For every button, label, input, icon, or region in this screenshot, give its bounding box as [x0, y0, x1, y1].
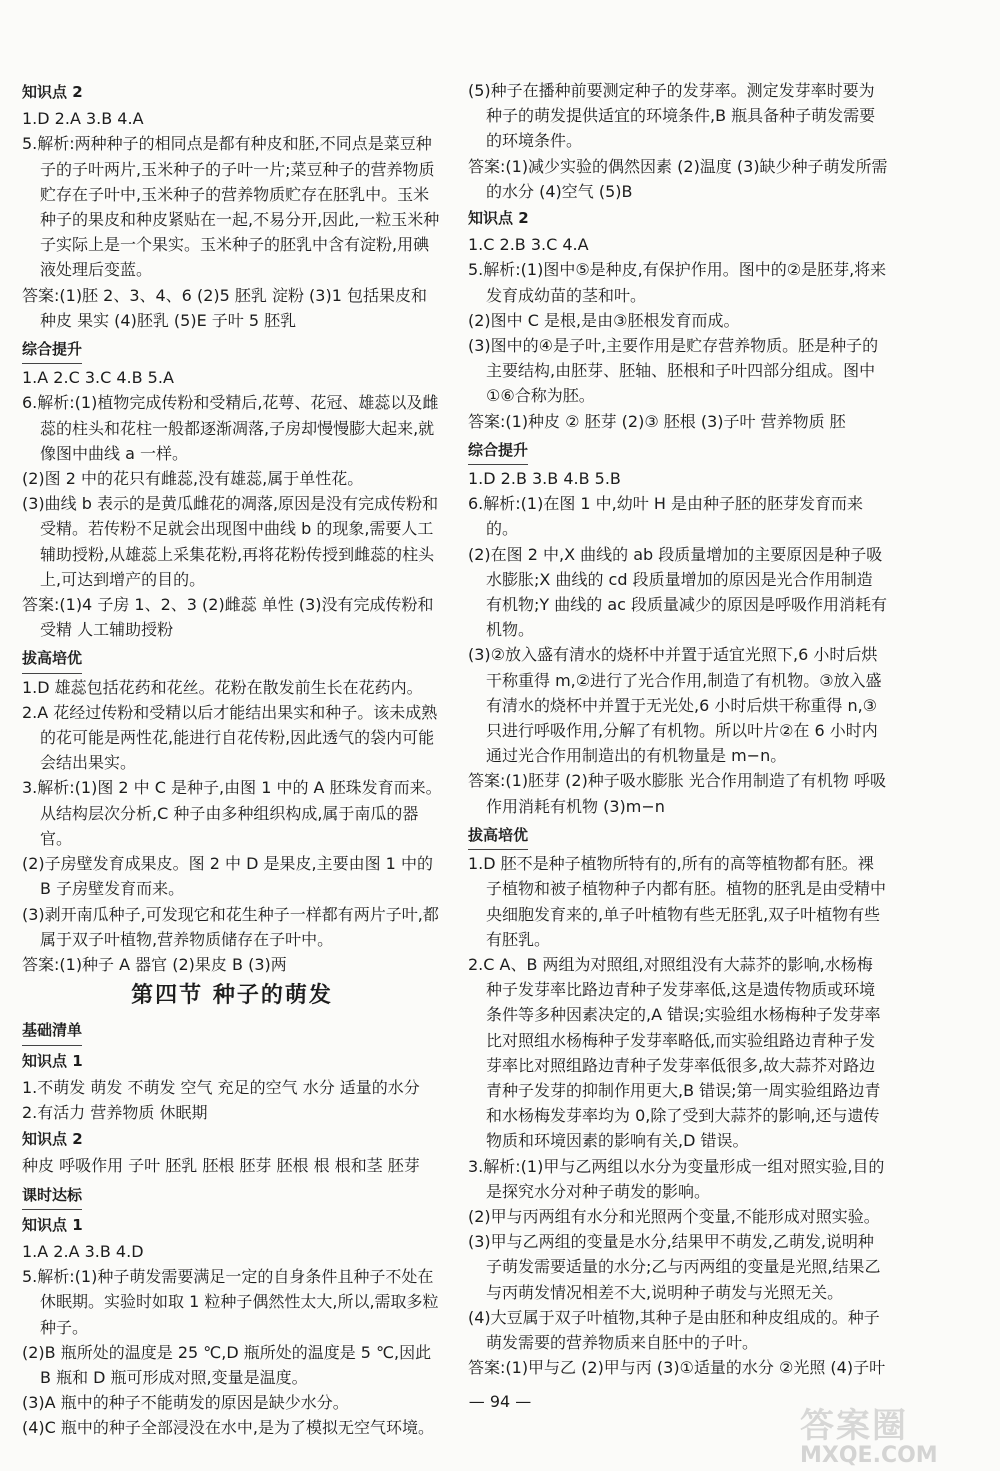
answer-text: 答案:(1)种子 A 器官 (2)果皮 B (3)两 — [22, 954, 287, 974]
answer-text: 2.C A、B 两组为对照组,对照组没有大蒜芥的影响,水杨梅种子发芽率比路边青种子发芽率低,这是遗传物质或环境条件等多种因素决定的,A 错误;实验组水杨梅种子发芽率比对照组水杨梅种子发芽率略低,而实验组路边青种子发芽率比对照组路边青种子发芽率低很多,故大蒜芥对路边青种子发芽的抑制作用更大,B 错误;第一周实验组路边青和水杨梅发芽率均为 0,除了受到大蒜芥的影响,还与遗传物质和环境因素的影响有关,D 错误。 — [468, 954, 881, 1151]
answer-text: 1.D 2.A 3.B 4.A — [22, 109, 144, 129]
section-heading-underlined: 拔高培优 — [468, 823, 528, 850]
section-heading-underlined: 拔高培优 — [22, 646, 82, 673]
answer-text: 5.解析:(1)图中⑤是种皮,有保护作用。图中的②是胚芽,将来发育成幼苗的茎和叶。 — [468, 260, 887, 305]
answer-text: (3)曲线 b 表示的是黄瓜雌花的凋落,原因是没有完成传粉和受精。若传粉不足就会出现图中曲线 b 的现象,需要人工辅助授粉,从雄蕊上采集花粉,再将花粉传授到雌蕊的柱头上,可达到增产的目的。 — [22, 494, 439, 589]
section-heading-underlined: 综合提升 — [22, 337, 82, 364]
section-heading: 知识点 2 — [22, 1130, 83, 1149]
answer-text: 1.D 雄蕊包括花药和花丝。花粉在散发前生长在花药内。 — [22, 677, 423, 697]
watermark-logo: 答案圈 — [800, 1406, 908, 1446]
section-heading-underlined: 课时达标 — [22, 1183, 82, 1210]
answer-text: (5)种子在播种前要测定种子的发芽率。测定发芽率时要为种子的萌发提供适宜的环境条件,B 瓶具备种子萌发需要的环境条件。 — [468, 81, 876, 151]
answer-text: 6.解析:(1)在图 1 中,幼叶 H 是由种子胚的胚芽发育而来的。 — [468, 494, 863, 539]
answer-text: (2)在图 2 中,X 曲线的 ab 段质量增加的主要原因是种子吸水膨胀;X 曲线的 cd 段质量增加的原因是光合作用制造有机物;Y 曲线的 ac 段质量减少的原因是呼吸作用消耗有机物。 — [468, 544, 888, 640]
answer-text: (4)C 瓶中的种子全部浸没在水中,是为了模拟无空气环境。 — [22, 1418, 435, 1438]
watermark — [800, 1398, 990, 1466]
answer-text: (3)A 瓶中的种子不能萌发的原因是缺少水分。 — [22, 1393, 349, 1413]
watermark-site: MXQE.COM — [800, 1443, 938, 1468]
section-heading: 知识点 2 — [468, 209, 529, 228]
section-heading-underlined: 基础清单 — [22, 1018, 82, 1045]
answer-text: 3.解析:(1)甲与乙两组以水分为变量形成一组对照实验,目的是探究水分对种子萌发的影响。 — [468, 1156, 885, 1201]
answer-text: (3)图中的④是子叶,主要作用是贮存营养物质。胚是种子的主要结构,由胚芽、胚轴、胚根和子叶四部分组成。图中①⑥合称为胚。 — [468, 336, 879, 406]
answer-text: 3.解析:(1)图 2 中 C 是种子,由图 1 中的 A 胚珠发育而来。从结构层次分析,C 种子由多种组织构成,属于南瓜的器官。 — [22, 778, 442, 848]
answer-text: 1.A 2.C 3.C 4.B 5.A — [22, 368, 174, 388]
answer-text: 1.D 2.B 3.B 4.B 5.B — [468, 469, 621, 489]
answer-text: 答案:(1)减少实验的偶然因素 (2)温度 (3)缺少种子萌发所需的水分 (4)空气 (5)B — [468, 156, 888, 201]
answer-text: 答案:(1)甲与乙 (2)甲与丙 (3)①适量的水分 ②光照 (4)子叶 — [468, 1358, 886, 1378]
answer-text: 5.解析:两种种子的相同点是都有种皮和胚,不同点是菜豆种子的子叶两片,玉米种子的子叶一片;菜豆种子的营养物质贮存在子叶中,玉米种子的营养物质贮存在胚乳中。玉米种子的果皮和种皮紧贴在一起,不易分开,因此,一粒玉米种子实际上是一个果实。玉米种子的胚乳中含有淀粉,用碘液处理后变蓝。 — [22, 134, 440, 280]
answer-text: (2)甲与丙两组有水分和光照两个变量,不能形成对照实验。 — [468, 1206, 880, 1226]
answer-text: 答案:(1)胚 2、3、4、6 (2)5 胚乳 淀粉 (3)1 包括果皮和种皮 果实 (4)胚乳 (5)E 子叶 5 胚乳 — [22, 285, 427, 330]
section-heading: 知识点 1 — [22, 1051, 83, 1070]
answer-text: (2)子房壁发育成果皮。图 2 中 D 是果皮,主要由图 1 中的 B 子房壁发育而来。 — [22, 854, 433, 899]
answer-text: 答案:(1)4 子房 1、2、3 (2)雌蕊 单性 (3)没有完成传粉和受精 人工辅助授粉 — [22, 595, 434, 640]
answer-text: 1.D 胚不是种子植物所特有的,所有的高等植物都有胚。裸子植物和被子植物种子内都有胚。植物的胚乳是由受精中央细胞发育来的,单子叶植物有些无胚乳,双子叶植物有些有胚乳。 — [468, 854, 887, 949]
answer-text: 答案:(1)种皮 ② 胚芽 (2)③ 胚根 (3)子叶 营养物质 胚 — [468, 411, 846, 431]
answer-text: 5.解析:(1)种子萌发需要满足一定的自身条件且种子不处在休眠期。实验时如取 1 粒种子偶然性太大,所以,需取多粒种子。 — [22, 1267, 439, 1337]
section-heading-underlined: 综合提升 — [468, 438, 528, 465]
left-column — [22, 78, 442, 1441]
right-column — [468, 78, 888, 1380]
answer-text: (4)大豆属于双子叶植物,其种子是由胚和种皮组成的。种子萌发需要的营养物质来自胚中的子叶。 — [468, 1307, 880, 1352]
answer-text: 答案:(1)胚芽 (2)种子吸水膨胀 光合作用制造了有机物 呼吸作用消耗有机物 (3)m−n — [468, 771, 886, 816]
answer-text: 1.不萌发 萌发 不萌发 空气 充足的空气 水分 适量的水分 — [22, 1077, 420, 1097]
answer-text: (2)图 2 中的花只有雌蕊,没有雄蕊,属于单性花。 — [22, 469, 364, 489]
answer-text: (2)B 瓶所处的温度是 25 ℃,D 瓶所处的温度是 5 ℃,因此 B 瓶和 D 瓶可形成对照,变量是温度。 — [22, 1342, 432, 1387]
answer-text: (3)剥开南瓜种子,可发现它和花生种子一样都有两片子叶,都属于双子叶植物,营养物质储存在子叶中。 — [22, 904, 439, 949]
answer-text: 1.C 2.B 3.C 4.A — [468, 235, 589, 255]
section-heading: 知识点 2 — [22, 83, 83, 101]
answer-text: 2.A 花经过传粉和受精以后才能结出果实和种子。该未成熟的花可能是两性花,能进行自花传粉,因此透气的袋内可能会结出果实。 — [22, 702, 438, 773]
answer-text: 2.有活力 营养物质 休眠期 — [22, 1102, 208, 1122]
answer-text: 1.A 2.A 3.B 4.D — [22, 1241, 144, 1261]
answer-text: (2)图中 C 是根,是由③胚根发育而成。 — [468, 310, 740, 330]
answer-text: 6.解析:(1)植物完成传粉和受精后,花萼、花冠、雄蕊以及雌蕊的柱头和花柱一般都逐渐凋落,子房却慢慢膨大起来,就像图中曲线 a 一样。 — [22, 393, 439, 463]
page-number: — 94 — — [468, 1392, 532, 1411]
section-heading: 知识点 1 — [22, 1215, 83, 1234]
answer-text: (3)甲与乙两组的变量是水分,结果甲不萌发,乙萌发,说明种子萌发需要适量的水分;乙与丙两组的变量是光照,结果乙与丙萌发情况相差不大,说明种子萌发与光照无关。 — [468, 1232, 881, 1302]
chapter-title: 第四节 种子的萌发 — [131, 982, 333, 1009]
answer-text: 种皮 呼吸作用 子叶 胚乳 胚根 胚芽 胚根 根 根和茎 胚芽 — [22, 1156, 420, 1176]
answer-text: (3)②放入盛有清水的烧杯中并置于适宜光照下,6 小时后烘干称重得 m,②进行了光合作用,制造了有机物。③放入盛有清水的烧杯中并置于无光处,6 小时后烘干称重得 n,③只进行呼吸作用,分解了有机物。所以叶片②在 6 小时内通过光合作用制造出的有机物量是 m−n。 — [468, 645, 882, 766]
